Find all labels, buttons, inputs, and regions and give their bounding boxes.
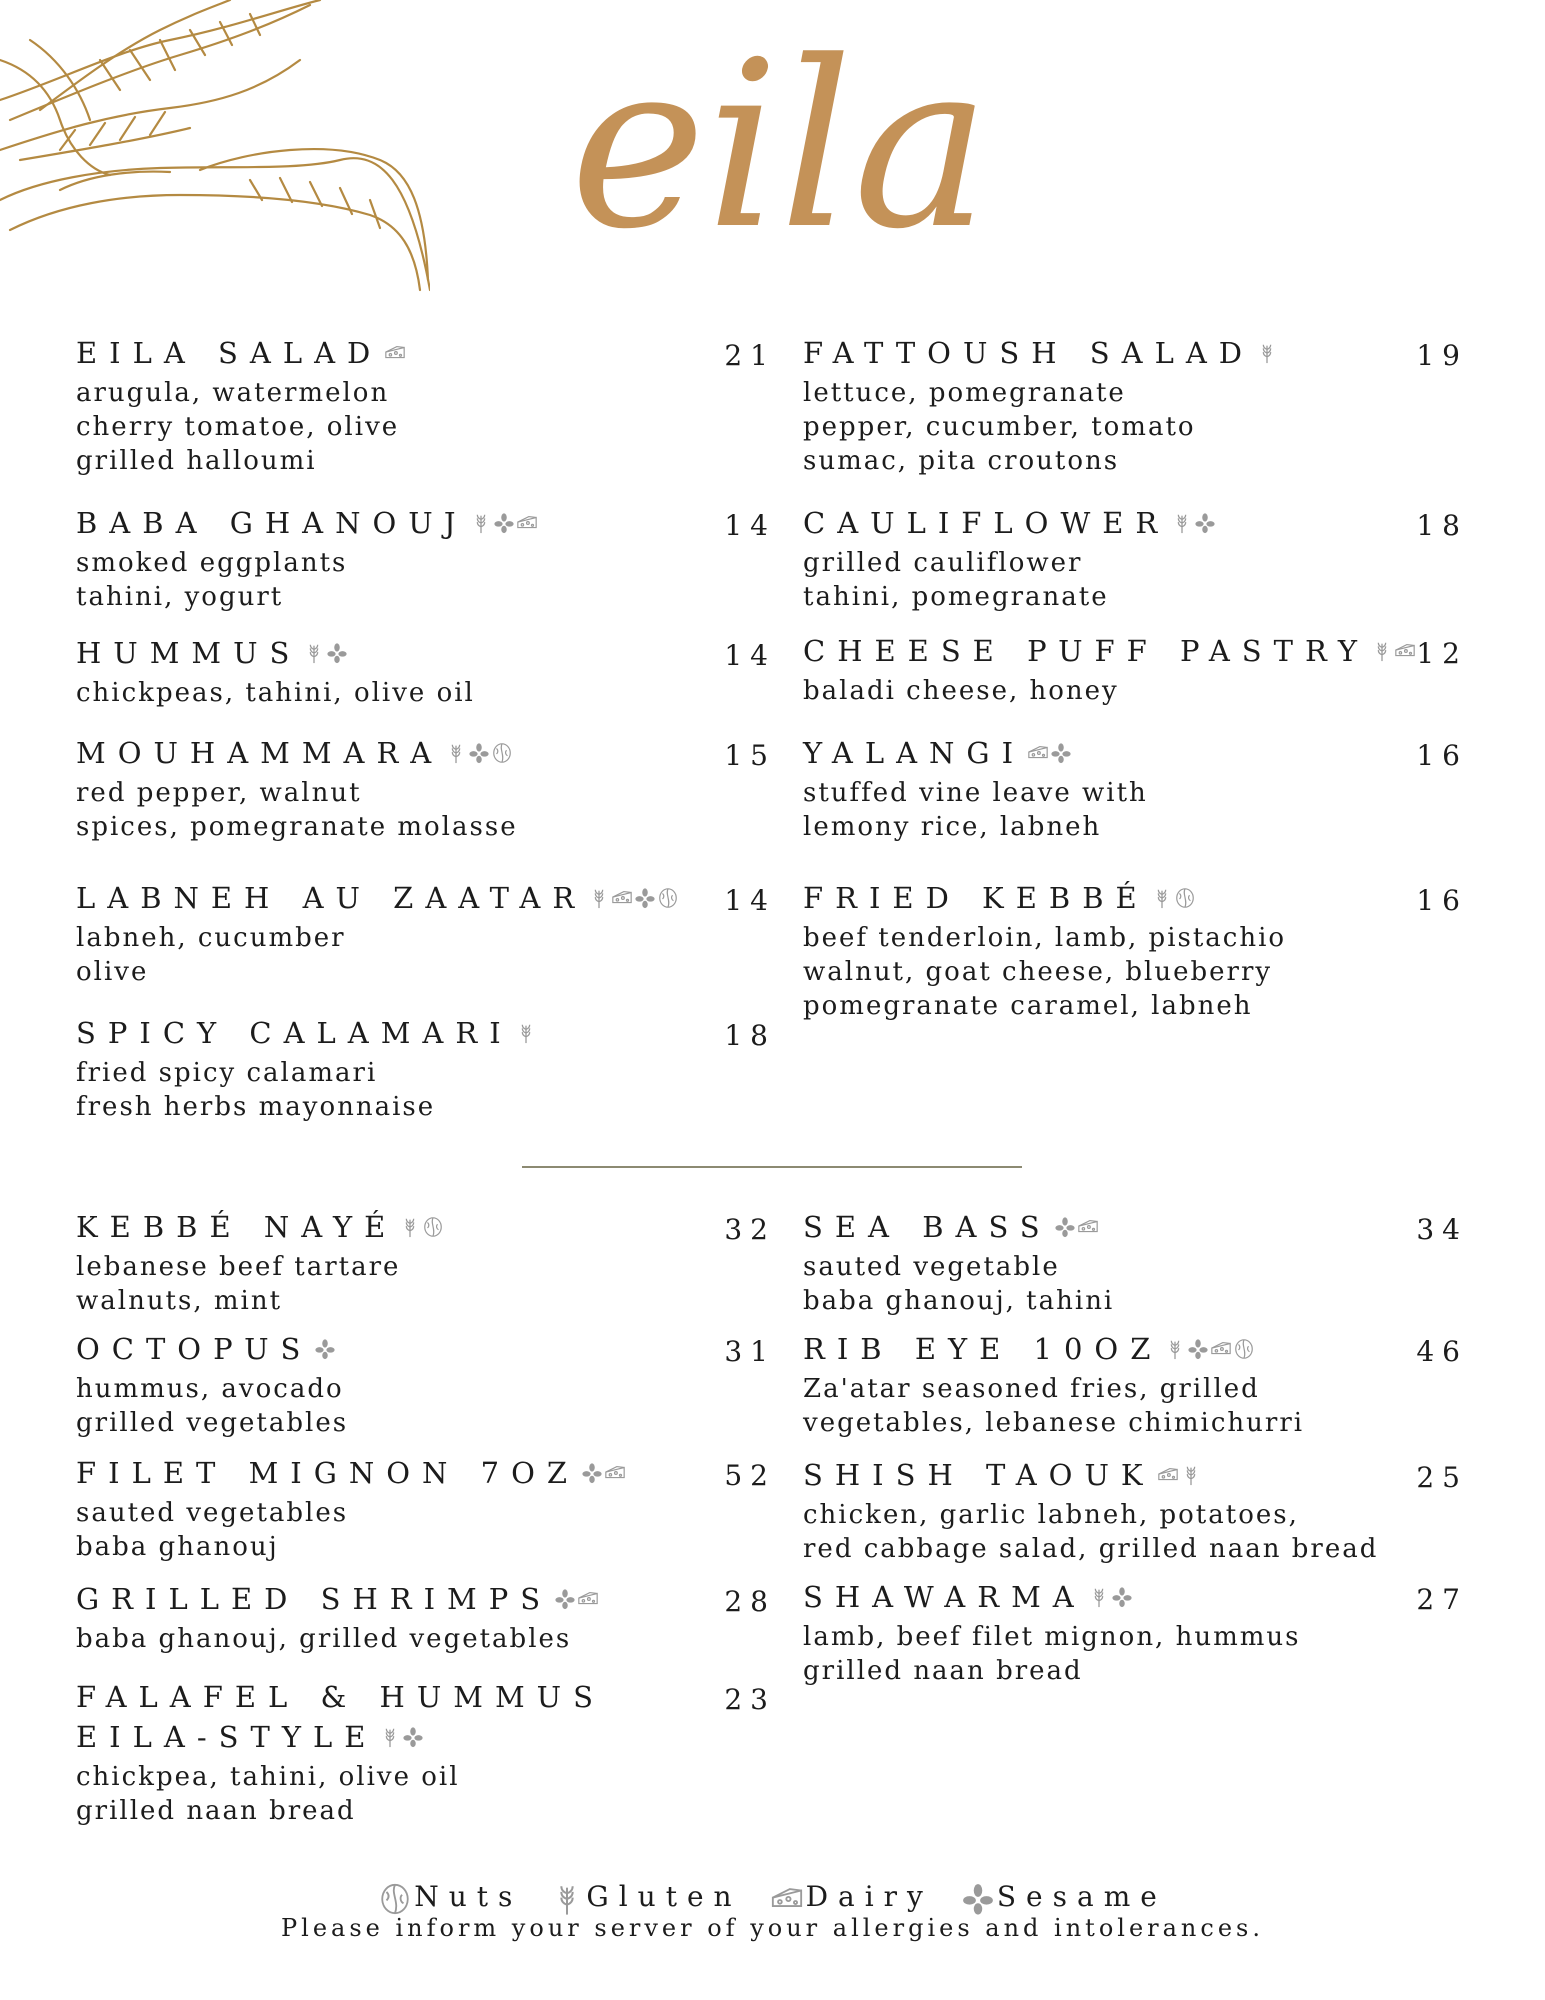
- menu-item-name: FILET MIGNON 7OZ: [76, 1456, 579, 1490]
- menu-item-description: [803, 546, 1468, 614]
- menu-item-description: [76, 1760, 776, 1828]
- menu-item-name: EILA SALAD: [76, 336, 383, 370]
- menu-item-name: YALANGI: [803, 736, 1026, 770]
- menu-item-price: 23: [724, 1683, 776, 1716]
- description-line: lebanese beef tartare: [76, 1252, 401, 1282]
- menu-item-price: 31: [724, 1335, 776, 1368]
- menu-item-description: [76, 376, 776, 478]
- menu-item-price: 52: [724, 1459, 776, 1492]
- menu-item-name: HUMMUS: [76, 636, 302, 670]
- wheat-icon: [1088, 1586, 1110, 1608]
- description-line: fried spicy calamari: [76, 1058, 378, 1088]
- wheat-icon: [1371, 640, 1393, 662]
- description-line: Za'atar seasoned fries, grilled: [803, 1374, 1260, 1404]
- allergen-icons: [588, 887, 680, 909]
- wheat-icon: [588, 887, 610, 909]
- wheat-icon: [1180, 1464, 1202, 1486]
- wheat-icon: [1256, 342, 1278, 364]
- menu-item-header: [803, 634, 1468, 674]
- wheat-icon: [1164, 1338, 1186, 1360]
- description-line: red pepper, walnut: [76, 778, 362, 808]
- cheese-icon: [1157, 1464, 1179, 1486]
- menu-item-price: 15: [724, 739, 776, 772]
- menu-item: [76, 636, 776, 710]
- menu-item: [76, 1582, 776, 1656]
- menu-item-header: [803, 736, 1468, 776]
- description-line: vegetables, lebanese chimichurri: [803, 1408, 1305, 1438]
- allergen-icons: [1054, 1216, 1100, 1238]
- allergen-icons: [581, 1462, 627, 1484]
- menu-item-name: RIB EYE 10OZ: [803, 1332, 1163, 1366]
- description-line: sauted vegetable: [803, 1252, 1060, 1282]
- menu-item-name: SHISH TAOUK: [803, 1458, 1155, 1492]
- allergen-icons: [1157, 1464, 1203, 1486]
- menu-item-header: [76, 506, 776, 546]
- description-line: baba ghanouj: [76, 1532, 279, 1562]
- menu-item-name: FATTOUSH SALAD: [803, 336, 1255, 370]
- menu-item-price: 14: [724, 884, 776, 917]
- cheese-icon: [384, 342, 406, 364]
- menu-item-description: [803, 1250, 1468, 1318]
- menu-item-header: [803, 336, 1468, 376]
- menu-item: [803, 336, 1468, 478]
- walnut-icon: [422, 1216, 444, 1238]
- menu-item-name: GRILLED SHRIMPS: [76, 1582, 553, 1616]
- menu-item-price: 14: [724, 639, 776, 672]
- allergen-icons: [1256, 342, 1279, 364]
- menu-item-price: 18: [1416, 509, 1468, 542]
- description-line: chicken, garlic labneh, potatoes,: [803, 1500, 1299, 1530]
- brand-logo: [500, 40, 1060, 270]
- menu-item-description: [76, 1056, 776, 1124]
- menu-item-description: [76, 546, 776, 614]
- menu-item-header: [76, 336, 776, 376]
- description-line: tahini, yogurt: [76, 582, 284, 612]
- allergen-icons: [445, 742, 514, 764]
- allergen-icons: [384, 342, 407, 364]
- cheese-icon: [1210, 1338, 1232, 1360]
- menu-item-name: OCTOPUS: [76, 1332, 313, 1366]
- menu-item-header-line2: [76, 1720, 776, 1760]
- menu-item-header: [76, 881, 776, 921]
- description-line: walnuts, mint: [76, 1286, 283, 1316]
- leaf-illustration-icon: [0, 0, 430, 300]
- allergen-icons: [554, 1588, 600, 1610]
- sesame-icon: [314, 1338, 336, 1360]
- menu-item-header: [803, 881, 1468, 921]
- cheese-icon: [577, 1588, 599, 1610]
- menu-item-description: [76, 1622, 776, 1656]
- allergen-icons: [1027, 742, 1073, 764]
- menu-item-header: [76, 636, 776, 676]
- sesame-icon: [326, 642, 348, 664]
- walnut-icon: [657, 887, 679, 909]
- menu-item: [76, 1680, 776, 1828]
- menu-item-description: [803, 376, 1468, 478]
- menu-item-name-line2: EILA-STYLE: [76, 1720, 378, 1754]
- menu-item-description: [76, 676, 776, 710]
- menu-item: [803, 506, 1468, 614]
- cheese-icon: [1394, 640, 1416, 662]
- sesame-icon: [581, 1462, 603, 1484]
- menu-item-description: [803, 776, 1468, 844]
- menu-item-header: [76, 736, 776, 776]
- menu-item: [803, 634, 1468, 708]
- wheat-icon: [399, 1216, 421, 1238]
- menu-item-description: [803, 1372, 1468, 1440]
- menu-item-name: SHAWARMA: [803, 1580, 1086, 1614]
- description-line: olive: [76, 957, 149, 987]
- description-line: smoked eggplants: [76, 548, 348, 578]
- allergen-icons: [303, 642, 349, 664]
- cheese-icon: [1027, 742, 1049, 764]
- menu-item: [76, 736, 776, 844]
- allergen-icons: [1151, 887, 1197, 909]
- sesame-icon: [468, 742, 490, 764]
- menu-item-header: [803, 1332, 1468, 1372]
- description-line: grilled naan bread: [76, 1796, 356, 1826]
- description-line: sauted vegetables: [76, 1498, 349, 1528]
- description-line: tahini, pomegranate: [803, 582, 1109, 612]
- cheese-icon: [1077, 1216, 1099, 1238]
- description-line: labneh, cucumber: [76, 923, 346, 953]
- walnut-icon: [378, 1882, 412, 1916]
- legend-item-sesame: [961, 1880, 1167, 1916]
- menu-item-price: 16: [1416, 739, 1468, 772]
- sesame-icon: [1187, 1338, 1209, 1360]
- sesame-icon: [1111, 1586, 1133, 1608]
- sesame-icon: [1194, 512, 1216, 534]
- wheat-icon: [1151, 887, 1173, 909]
- walnut-icon: [491, 742, 513, 764]
- menu-item-price: 25: [1416, 1461, 1468, 1494]
- description-line: spices, pomegranate molasse: [76, 812, 518, 842]
- wheat-icon: [445, 742, 467, 764]
- svg-text:eila: eila: [569, 40, 991, 270]
- allergen-icons: [1088, 1586, 1134, 1608]
- menu-item-header: [76, 1456, 776, 1496]
- sesame-icon: [634, 887, 656, 909]
- menu-item-price: 14: [724, 509, 776, 542]
- menu-item-description: [76, 1250, 776, 1318]
- wheat-icon: [303, 642, 325, 664]
- description-line: chickpea, tahini, olive oil: [76, 1762, 460, 1792]
- legend-label: Dairy: [805, 1880, 933, 1913]
- description-line: cherry tomatoe, olive: [76, 412, 400, 442]
- menu-item-header: [76, 1680, 776, 1720]
- allergen-icons: [1171, 512, 1217, 534]
- sesame-icon: [961, 1882, 995, 1916]
- allergen-icons: [399, 1216, 445, 1238]
- menu-item: [803, 1458, 1468, 1566]
- allergen-icons: [379, 1726, 425, 1748]
- menu-item-description: [76, 1496, 776, 1564]
- menu-item-price: 46: [1416, 1335, 1468, 1368]
- menu-item-name: LABNEH AU ZAATAR: [76, 881, 587, 915]
- cheese-icon: [611, 887, 633, 909]
- sesame-icon: [402, 1726, 424, 1748]
- menu-item-header: [803, 1580, 1468, 1620]
- menu-item: [76, 1456, 776, 1564]
- menu-item-description: [76, 921, 776, 989]
- menu-item-name: FALAFEL & HUMMUS: [76, 1680, 605, 1714]
- menu-item-header: [803, 1210, 1468, 1250]
- walnut-icon: [1174, 887, 1196, 909]
- menu-item-name: KEBBÉ NAYÉ: [76, 1210, 398, 1244]
- description-line: sumac, pita croutons: [803, 446, 1120, 476]
- description-line: arugula, watermelon: [76, 378, 390, 408]
- description-line: grilled cauliflower: [803, 548, 1083, 578]
- menu-item-header: [803, 506, 1468, 546]
- sesame-icon: [1054, 1216, 1076, 1238]
- allergen-icons: [1164, 1338, 1256, 1360]
- allergen-legend: [0, 1880, 1545, 1942]
- menu-item-price: 19: [1416, 339, 1468, 372]
- description-line: baba ghanouj, grilled vegetables: [76, 1624, 572, 1654]
- description-line: chickpeas, tahini, olive oil: [76, 678, 475, 708]
- menu-item-price: 18: [724, 1019, 776, 1052]
- cheese-icon: [516, 512, 538, 534]
- wheat-icon: [1171, 512, 1193, 534]
- legend-item-dairy: [770, 1880, 933, 1916]
- menu-item: [803, 1332, 1468, 1440]
- allergen-icons: [515, 1022, 538, 1044]
- menu-item: [76, 336, 776, 478]
- description-line: pepper, cucumber, tomato: [803, 412, 1196, 442]
- legend-item-gluten: [550, 1880, 741, 1916]
- menu-item-name: MOUHAMMARA: [76, 736, 444, 770]
- menu-item-description: [76, 776, 776, 844]
- menu-item-description: [803, 1620, 1468, 1688]
- menu-item-price: 34: [1416, 1213, 1468, 1246]
- menu-item: [76, 1332, 776, 1440]
- menu-item: [76, 1210, 776, 1318]
- sesame-icon: [493, 512, 515, 534]
- menu-item-description: [803, 674, 1468, 708]
- description-line: hummus, avocado: [76, 1374, 344, 1404]
- menu-item-description: [76, 1372, 776, 1440]
- legend-item-nuts: [378, 1880, 522, 1916]
- menu-item-name: BABA GHANOUJ: [76, 506, 468, 540]
- menu-item-description: [803, 921, 1468, 1023]
- menu-item-header: [76, 1210, 776, 1250]
- menu-item: [76, 506, 776, 614]
- menu-item-price: 32: [724, 1213, 776, 1246]
- legend-label: Sesame: [996, 1880, 1167, 1913]
- wheat-icon: [379, 1726, 401, 1748]
- menu-item-name: SPICY CALAMARI: [76, 1016, 513, 1050]
- menu-item: [803, 881, 1468, 1023]
- sesame-icon: [1050, 742, 1072, 764]
- description-line: fresh herbs mayonnaise: [76, 1092, 436, 1122]
- menu-item: [803, 1210, 1468, 1318]
- description-line: walnut, goat cheese, blueberry: [803, 957, 1273, 987]
- menu-item-name: SEA BASS: [803, 1210, 1052, 1244]
- menu-item: [76, 881, 776, 989]
- allergen-icons: [314, 1338, 337, 1360]
- description-line: stuffed vine leave with: [803, 778, 1148, 808]
- menu-item-header: [76, 1582, 776, 1622]
- wheat-icon: [515, 1022, 537, 1044]
- description-line: lamb, beef filet mignon, hummus: [803, 1622, 1301, 1652]
- description-line: baladi cheese, honey: [803, 676, 1119, 706]
- menu-item-name: CAULIFLOWER: [803, 506, 1170, 540]
- menu-item-header: [803, 1458, 1468, 1498]
- legend-label: Nuts: [414, 1880, 523, 1913]
- menu-item-price: 21: [724, 339, 776, 372]
- sesame-icon: [554, 1588, 576, 1610]
- menu-item-price: 16: [1416, 884, 1468, 917]
- description-line: pomegranate caramel, labneh: [803, 991, 1253, 1021]
- menu-item: [803, 736, 1468, 844]
- allergy-note: Please inform your server of your allergies and intolerances.: [281, 1913, 1264, 1942]
- menu-item-price: 28: [724, 1585, 776, 1618]
- description-line: grilled halloumi: [76, 446, 317, 476]
- cheese-icon: [604, 1462, 626, 1484]
- menu-item-name: CHEESE PUFF PASTRY: [803, 634, 1370, 668]
- cheese-icon: [770, 1882, 804, 1916]
- menu-item-price: 12: [1416, 637, 1468, 670]
- allergen-icons: [1371, 640, 1417, 662]
- menu-item: [76, 1016, 776, 1124]
- description-line: red cabbage salad, grilled naan bread: [803, 1534, 1379, 1564]
- wheat-icon: [470, 512, 492, 534]
- section-divider: [522, 1166, 1022, 1168]
- description-line: beef tenderloin, lamb, pistachio: [803, 923, 1287, 953]
- allergen-icons: [470, 512, 539, 534]
- menu-item: [803, 1580, 1468, 1688]
- menu-item-price: 27: [1416, 1583, 1468, 1616]
- description-line: baba ghanouj, tahini: [803, 1286, 1115, 1316]
- description-line: grilled naan bread: [803, 1656, 1083, 1686]
- description-line: lemony rice, labneh: [803, 812, 1102, 842]
- menu-item-description: [803, 1498, 1468, 1566]
- menu-item-header: [76, 1332, 776, 1372]
- description-line: lettuce, pomegranate: [803, 378, 1126, 408]
- menu-item-header: [76, 1016, 776, 1056]
- description-line: grilled vegetables: [76, 1408, 349, 1438]
- menu-item-name: FRIED KEBBÉ: [803, 881, 1149, 915]
- legend-label: Gluten: [586, 1880, 742, 1913]
- wheat-icon: [550, 1882, 584, 1916]
- walnut-icon: [1233, 1338, 1255, 1360]
